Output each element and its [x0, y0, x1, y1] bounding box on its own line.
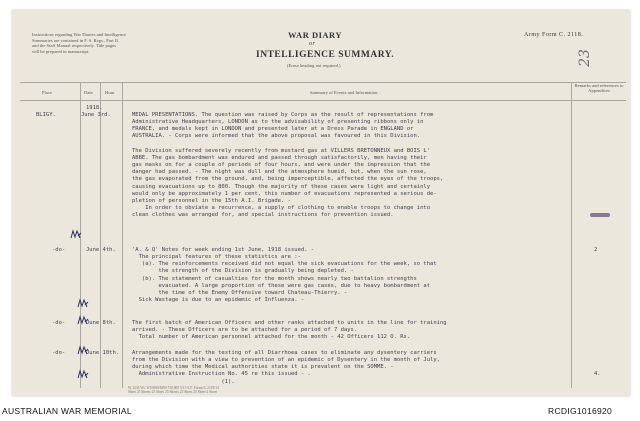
column-header-date: Date — [84, 90, 93, 95]
entry-place: BLIGY. — [36, 112, 56, 118]
instructions-note — [32, 32, 126, 54]
instructions-line: Instructions regarding War Diaries and Intelligence — [32, 32, 127, 37]
entry-text: Arrangements made for the testing of all Diarrhoea cases to eliminate any dysentery carriers from the Division with a view to prevention of an epidemic of Dysentery in the month of July, during which time the Medical authorities state it is prevalent on the SOMME. - Administrative Instruction No. 45 re this issued - . (1). — [132, 350, 440, 385]
title-subtitle: (Erase heading not required.) — [287, 63, 341, 68]
column-header-hour: Hour — [105, 90, 115, 95]
entry-date: June 10th. — [86, 350, 120, 356]
entry-date: June 4th. — [86, 247, 116, 253]
instructions-line: will be prepared in manuscript. — [32, 48, 90, 54]
handwritten-initial-mark — [76, 297, 90, 311]
title-war-diary: WAR DIARY — [288, 30, 343, 40]
entry-text: 'A. & Q' Notes for week ending 1st June, 1918 issued. - The principal features of these statistics are :- (a). The reinforcements received did not equal the sick evacuations for the week, so that the strength of the Division is gradually being depleted. - (b). The statement of casualties for the month shows nearly two battalion strengths evacuated. A large proportion of these were gas cases, due to heavy bombardment at the time of the Enemy Offensive toward Chateau-Thierry. - Sick Wastage is due to an epidemic of Influenza. - — [132, 247, 437, 304]
printer-note — [128, 386, 219, 394]
entry-place: -do- — [52, 350, 66, 356]
column-header-place: Place — [42, 90, 52, 95]
printer-note-line: Sheet 25 Sheets 25 Sheet 25 Sheets 25 Sheet 25 Sheet 2 Sheet — [128, 390, 218, 394]
column-header-remarks — [573, 83, 625, 93]
instructions-line: and the Staff Manual respectively. Title pages — [32, 43, 116, 49]
entry-place: -do- — [52, 247, 66, 253]
war-diary-sheet — [12, 10, 630, 396]
page-number: 23 — [576, 49, 593, 67]
entry-text: MEDAL PRESENTATIONS. The question was raised by Corps as the result of representations from Administrative Headquarters, LONDON as to the advisability of presenting ribbons only in FRANCE, and medals kept in LONDON and presented later at a Dress Parade in ENGLAND or AUSTRALIA. - Corps were informed that the above proposal was favoured in this Division. The Division suffered severely recently from mustard gas at VILLERS BRETONNEUX and BOIS L' ABBE. The gas bombardment was endured and passed through satisfactorily, men having their gas masks on for a couple of periods of four hours, and were under the impression that the danger had passed. - The night was dull and the atmosphere humid, but, when the sun rose, the gas evaporated from the ground, and, being imperceptible, affected the eyes of the troops, causing evacuations up to 800. Though the majority of these cases were light and certainly would only be approximately 1 per cent, this number of evacuations represented a serious de- pletion of personnel in the 15th A.I. Brigade. - In order to obviate a recurrence, a supply of clothing to enable troops to change into clean clothes was arranged for, and special instructions for prevention issued. — [132, 112, 444, 219]
entry-place: -do- — [52, 320, 66, 326]
column-divider — [571, 82, 572, 388]
footer-reference: RCDIG1016920 — [548, 406, 613, 416]
handwritten-initial-mark — [69, 228, 83, 242]
column-divider — [122, 82, 123, 388]
handwritten-initial-mark — [76, 344, 90, 358]
entry-year: 1918. — [86, 105, 103, 111]
title-or: or — [309, 41, 316, 47]
entry-remark: 2 — [594, 247, 598, 253]
entry-date: June 8th. — [86, 320, 116, 326]
handwritten-initial-mark — [76, 314, 90, 328]
header-rule-top — [20, 82, 626, 83]
form-number: Army Form C. 2118. — [524, 32, 584, 38]
column-header-summary: Summary of Events and Information — [310, 90, 378, 95]
entry-remark: 4. — [594, 371, 601, 377]
entry-date: June 3rd. — [81, 112, 111, 118]
column-divider — [100, 82, 101, 388]
instructions-line: Summaries are contained in F. S. Regs., Part II. — [32, 37, 120, 43]
entry-text: The first batch of American Officers and other ranks attached to units in the line for training arrived. - These Officers are to be attached for a period of 7 days. Total number of American personnel attached for the month - 42 Officers 112 O. Rs. — [132, 320, 447, 341]
printer-note-line: W 1234 Wt. W10000/M90 750,000 5/15 S.F. Forms/C.2118/14 — [128, 386, 219, 390]
header-rule-bottom — [20, 100, 626, 101]
title-intelligence-summary: INTELLIGENCE SUMMARY. — [256, 50, 395, 60]
footer-source: AUSTRALIAN WAR MEMORIAL — [2, 406, 132, 416]
ink-mark — [590, 213, 610, 217]
handwritten-initial-mark — [76, 368, 90, 382]
column-header-remarks-text: Remarks and references to Appendices — [574, 83, 624, 93]
